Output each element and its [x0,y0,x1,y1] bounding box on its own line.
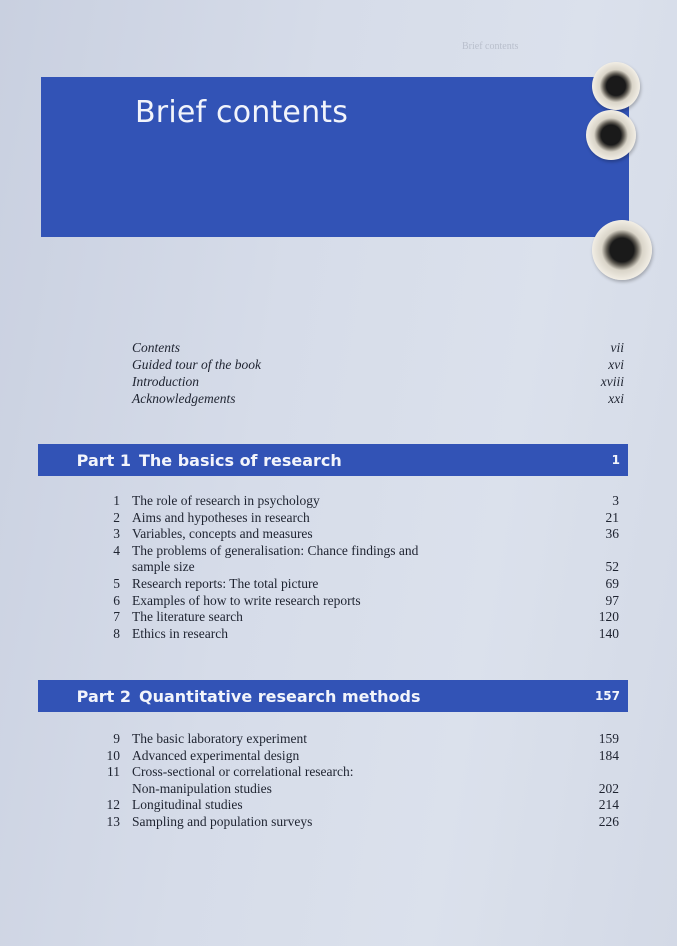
chapter-title: Ethics in research [132,625,228,641]
chapter-number: 9 [113,731,120,746]
binder-ring-icon [592,62,640,110]
front-matter-title: Introduction [132,374,199,389]
chapter-number: 10 [106,747,120,763]
chapter-list [95,731,619,831]
chapter-title: Sampling and population surveys [132,813,313,829]
front-matter-title: Contents [132,340,181,355]
chapter-number: 13 [106,813,120,829]
chapter-title-continued: Non-manipulation studies [132,780,272,796]
chapter-page: 184 [598,747,619,763]
chapter-page: 202 [598,780,619,796]
chapter-item[interactable] [95,626,619,643]
chapter-page: 36 [605,526,619,542]
chapter-title: The problems of generalisation: Chance findings and [132,542,419,558]
chapter-page: 214 [598,797,619,813]
chapter-page: 120 [598,609,619,625]
chapter-page: 140 [598,625,619,641]
chapter-page: 97 [605,592,619,608]
front-matter-title: Guided tour of the book [132,357,261,372]
chapter-title: Advanced experimental design [132,747,300,763]
chapter-item[interactable] [95,797,619,814]
part-heading[interactable] [38,444,628,476]
chapter-number: 5 [113,575,120,591]
binder-ring-icon [586,110,636,160]
chapter-number: 8 [113,625,120,641]
chapter-title: The basic laboratory experiment [132,731,308,746]
title-band [41,77,629,237]
chapter-page: 21 [605,509,619,525]
chapter-number: 3 [113,526,120,542]
front-matter-page: vii [610,340,624,355]
chapter-item[interactable] [95,814,619,831]
chapter-number: 2 [113,509,120,525]
part-page: 157 [594,689,620,703]
chapter-number: 4 [113,542,120,558]
chapter-title: Examples of how to write research reports [132,592,361,608]
chapter-item[interactable] [95,526,619,543]
part-label: Part 1 [76,450,131,470]
part-page: 1 [611,453,620,467]
chapter-page: 3 [612,493,619,508]
front-matter-page: xviii [600,374,624,389]
front-matter-item[interactable] [132,373,624,390]
chapter-page: 52 [605,559,619,575]
chapter-number: 7 [113,609,120,625]
front-matter-list [132,339,624,407]
chapter-page: 226 [598,813,619,829]
chapter-number: 12 [106,797,120,813]
part-label: Part 2 [76,686,131,706]
chapter-item-continued[interactable] [95,559,619,576]
chapter-item-continued[interactable] [95,781,619,798]
chapter-page: 69 [605,575,619,591]
chapter-item[interactable] [95,764,619,781]
front-matter-title: Acknowledgements [132,391,236,406]
page-title: Brief contents [135,95,349,130]
chapter-page: 159 [598,731,619,746]
chapter-title: Variables, concepts and measures [132,526,313,542]
front-matter-item[interactable] [132,390,624,407]
part-heading[interactable] [38,680,628,712]
binder-ring-icon [592,220,652,280]
chapter-title: Research reports: The total picture [132,575,319,591]
chapter-number: 1 [113,493,120,508]
chapter-title: The role of research in psychology [132,493,320,508]
chapter-title: Aims and hypotheses in research [132,509,310,525]
chapter-title: The literature search [132,609,243,625]
front-matter-page: xvi [608,357,624,372]
chapter-title: Longitudinal studies [132,797,243,813]
chapter-item[interactable] [95,731,619,748]
front-matter-page: xxi [608,391,624,406]
chapter-number: 11 [107,764,120,780]
chapter-item[interactable] [95,510,619,527]
running-header: Brief contents [462,41,519,52]
chapter-item[interactable] [95,493,619,510]
chapter-title-continued: sample size [132,559,195,575]
front-matter-item[interactable] [132,339,624,356]
part-title: Quantitative research methods [139,686,421,706]
chapter-title: Cross-sectional or correlational research: [132,764,354,780]
chapter-item[interactable] [95,543,619,560]
front-matter-item[interactable] [132,356,624,373]
chapter-item[interactable] [95,748,619,765]
part-title: The basics of research [139,450,342,470]
chapter-item[interactable] [95,609,619,626]
chapter-item[interactable] [95,576,619,593]
chapter-item[interactable] [95,593,619,610]
chapter-number: 6 [113,592,120,608]
chapter-list [95,493,619,642]
